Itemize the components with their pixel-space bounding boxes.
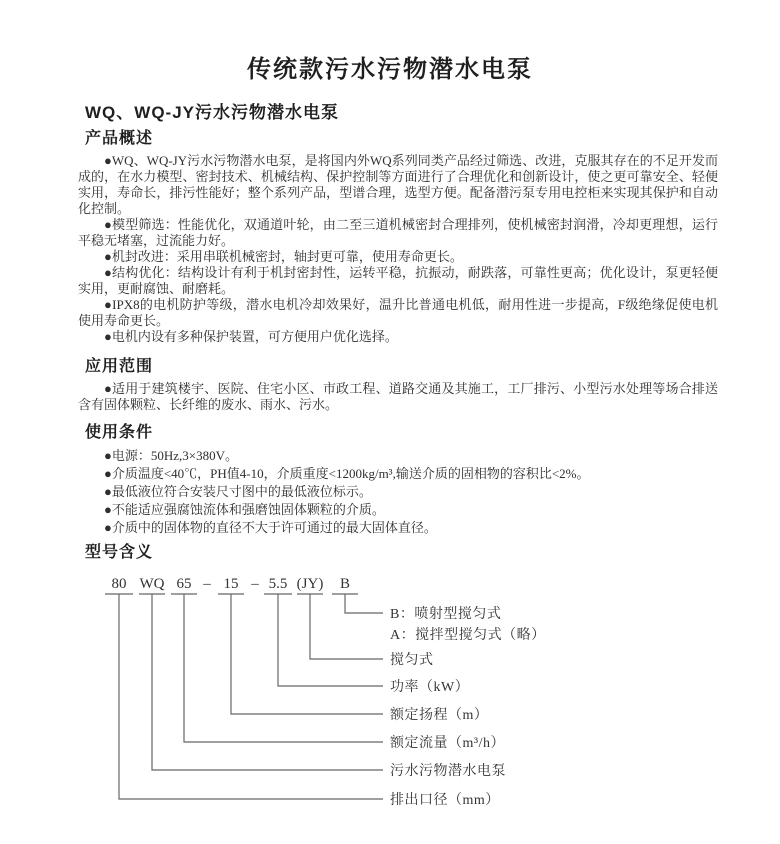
overview-paragraph-2: ●模型筛选：性能优化，双通道叶轮，由二至三道机械密封合理排列，使机械密封润滑，冷却更理想，运行平稳无堵塞，过流能力好。 [78,217,718,248]
document-body [0,102,780,563]
model-label-jet-type: B：喷射型搅匀式 [390,607,502,622]
model-code-diagram [0,567,780,825]
model-token-dash-1: – [203,576,211,592]
overview-paragraph-5: ●IPX8的电机防护等级，潜水电机冷却效果好，温升比普通电机低，耐用性进一步提高，F级绝缘促使电机使用寿命更长。 [78,297,718,328]
connector-rated-flow [184,594,383,742]
page-title: 传统款污水污物潜水电泵 [247,56,533,83]
connector-outlet [119,594,383,799]
section-heading-conditions: 使用条件 [85,424,154,441]
section-heading-model: 型号含义 [85,544,154,561]
model-label-mixing: 搅匀式 [390,653,434,668]
connector-type-b [345,594,383,613]
connector-rated-head [231,594,383,714]
model-token-series: WQ [139,576,165,592]
application-paragraph: ●适用于建筑楼宇、医院、住宅小区、市政工程、道路交通及其施工，工厂排污、小型污水处理等场合排送含有固体颗粒、长纤维的废水、雨水、污水。 [78,381,718,412]
section-heading-overview: 产品概述 [85,130,154,147]
model-token-jy: (JY) [296,576,324,592]
product-subtitle: WQ、WQ-JY污水污物潜水电泵 [85,103,339,122]
model-token-flow: 65 [176,576,192,592]
overview-paragraph-6: ●电机内设有多种保护装置，可方便用户优化选择。 [104,329,398,344]
model-token-power: 5.5 [268,576,288,592]
model-token-type-b: B [339,576,351,592]
overview-paragraph-4: ●结构优化：结构设计有利于机封密封性，运转平稳，抗振动，耐跌落，可靠性更高；优化设计，泵更轻便实用，更耐腐蚀、耐磨耗。 [78,265,718,296]
condition-item-medium: ●介质温度<40℃，PH值4-10，介质重度<1200kg/m³,输送介质的固相物的容积比<2%。 [104,466,590,481]
overview-paragraph-1: ●WQ、WQ-JY污水污物潜水电泵，是将国内外WQ系列同类产品经过筛选、改进，克服其存在的不足开发而成的，在水力模型、密封技术、机械结构、保护控制等方面进行了合理优化和创新设计，使之更可靠安全、轻便实用，寿命长，排污性能好；整个系列产品，型谱合理，选型方便。配备潜污泵专用电控柜来实现其保护和自动化控制。 [78,153,718,216]
connector-power [278,594,383,686]
connector-wires [119,594,383,799]
condition-item-liquid-level: ●最低液位符合安装尺寸图中的最低液位标示。 [104,484,372,499]
model-label-pump-name: 污水污物潜水电泵 [390,764,506,779]
model-label-rated-head: 额定扬程（m） [390,708,489,723]
model-token-outlet: 80 [111,576,127,592]
model-label-stir-type: A：搅拌型搅匀式（略） [390,628,546,643]
model-label-rated-flow: 额定流量（m³/h） [390,736,505,751]
connector-pump-name [152,594,383,770]
model-label-outlet-diameter: 排出口径（mm） [390,793,500,808]
model-label-power: 功率（kW） [390,680,470,695]
model-token-head: 15 [223,576,239,592]
condition-item-solid-size: ●介质中的固体物的直径不大于许可通过的最大固体直径。 [104,520,437,535]
model-token-dash-2: – [251,576,259,592]
connector-mixing [310,594,383,659]
overview-paragraph-3: ●机封改进：采用串联机械密封，轴封更可靠，使用寿命更长。 [104,249,463,264]
section-heading-application: 应用范围 [85,358,154,375]
condition-item-power-supply: ●电源：50Hz,3×380V。 [104,448,238,463]
condition-item-corrosion: ●不能适应强腐蚀流体和强磨蚀固体颗粒的介质。 [104,502,385,517]
